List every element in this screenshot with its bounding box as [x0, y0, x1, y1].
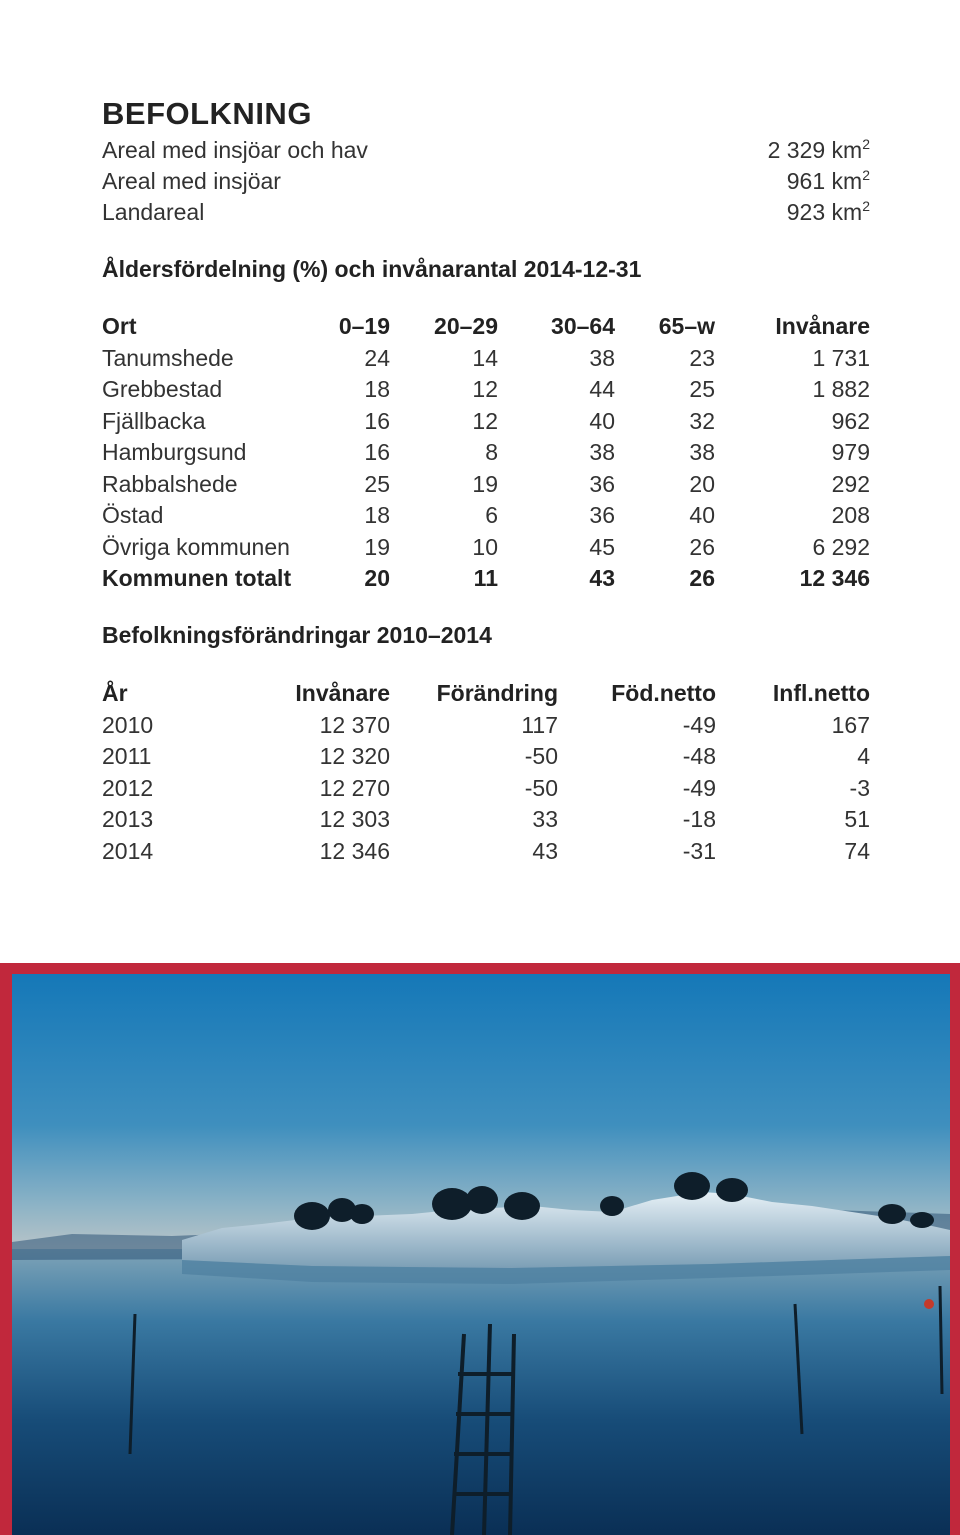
age-distribution-heading: Åldersfördelning (%) och invånarantal 2014-12-31	[102, 256, 642, 282]
column-header: 65–w	[658, 313, 715, 339]
table-cell: 4	[857, 743, 870, 769]
table-cell: 38	[589, 439, 615, 465]
table-cell: 18	[364, 502, 390, 528]
table-cell: 14	[472, 344, 498, 371]
place-name: Östad	[102, 502, 164, 528]
table-cell: 16	[364, 407, 390, 434]
photo-frame	[0, 963, 960, 1535]
table-cell: 10	[472, 533, 498, 560]
table-cell: 23	[689, 344, 715, 371]
table-row	[102, 741, 870, 773]
table-cell: 6	[485, 502, 498, 528]
place-name: Övriga kommunen	[102, 533, 290, 560]
table-cell: 20	[364, 565, 390, 591]
table-row	[102, 710, 870, 742]
column-header: 30–64	[551, 313, 615, 339]
table-cell: -3	[849, 774, 870, 801]
table-cell: 12 303	[319, 806, 390, 832]
column-header: Förändring	[436, 680, 558, 706]
table-cell: 11	[473, 565, 498, 591]
table-cell: 12 270	[319, 774, 390, 801]
area-value: 2 329 $km^2$	[767, 136, 870, 163]
table-cell: 12 370	[319, 711, 390, 738]
area-row-total	[102, 135, 870, 166]
table-cell: -31	[682, 837, 716, 864]
table-cell: 1 731	[812, 344, 870, 371]
table-cell: 12 346	[799, 565, 870, 591]
table-cell: 16	[364, 439, 390, 465]
table-cell: 40	[589, 407, 615, 434]
area-label: Landareal	[102, 199, 205, 225]
table-cell: 26	[689, 565, 715, 591]
table-cell: -50	[524, 774, 558, 801]
table-row	[102, 343, 870, 375]
table-cell: 208	[831, 502, 870, 528]
area-value: 961 $km^2$	[786, 167, 870, 194]
year-cell: 2013	[102, 806, 154, 832]
column-header: År	[102, 680, 128, 706]
table-cell: 19	[364, 533, 390, 560]
table-cell: 20	[689, 470, 715, 497]
table-cell: 43	[532, 837, 558, 864]
table-header-row	[102, 678, 870, 710]
table-cell: 1 882	[812, 376, 870, 402]
table-row	[102, 374, 870, 406]
table-cell: -18	[682, 806, 716, 832]
table-cell: 12	[472, 407, 498, 434]
table-cell: 962	[831, 407, 870, 434]
table-row	[102, 469, 870, 501]
column-header: Ort	[102, 313, 137, 339]
landscape-illustration	[12, 974, 950, 1535]
place-name: Rabbalshede	[102, 470, 238, 497]
table-row	[102, 836, 870, 868]
place-name: Fjällbacka	[102, 407, 206, 434]
table-cell: 12	[472, 376, 498, 402]
area-value: 923 $km^2$	[786, 198, 870, 225]
area-label: Areal med insjöar och hav	[102, 137, 368, 163]
area-row-lakes	[102, 166, 870, 197]
table-cell: 32	[689, 407, 715, 434]
table-cell: -48	[682, 743, 716, 769]
table-row	[102, 500, 870, 532]
table-cell: 117	[521, 711, 558, 738]
table-cell: 19	[472, 470, 498, 497]
table-cell: 38	[689, 439, 715, 465]
column-header: Infl.netto	[772, 680, 870, 706]
year-cell: 2011	[102, 743, 152, 769]
area-row-land	[102, 197, 870, 228]
table-cell: 25	[689, 376, 715, 402]
table-cell: 12 346	[319, 837, 390, 864]
table-cell: 26	[689, 533, 715, 560]
table-row	[102, 804, 870, 836]
table-cell: 8	[485, 439, 498, 465]
table-cell: 979	[831, 439, 870, 465]
table-cell: 12 320	[319, 743, 390, 769]
place-name: Grebbestad	[102, 376, 223, 402]
table-row	[102, 406, 870, 438]
column-header: Invånare	[775, 313, 870, 339]
table-cell: 45	[589, 533, 615, 560]
table-cell: 36	[589, 470, 615, 497]
column-header: Föd.netto	[611, 680, 716, 706]
column-header: Invånare	[295, 680, 390, 706]
table-row	[102, 773, 870, 805]
table-row	[102, 532, 870, 564]
year-cell: 2012	[102, 774, 154, 801]
table-header-row	[102, 311, 870, 343]
population-change-table	[102, 678, 870, 867]
column-header: 0–19	[338, 313, 390, 339]
place-name: Kommunen totalt	[102, 565, 292, 591]
archipelago-photo	[12, 974, 950, 1535]
place-name: Hamburgsund	[102, 439, 247, 465]
table-total-row	[102, 563, 870, 595]
table-cell: 167	[831, 711, 870, 738]
table-cell: 51	[844, 806, 870, 832]
year-cell: 2010	[102, 711, 154, 738]
column-header: 20–29	[434, 313, 498, 339]
table-cell: 40	[689, 502, 715, 528]
place-name: Tanumshede	[102, 344, 234, 371]
table-cell: 292	[831, 470, 870, 497]
table-cell: 74	[844, 837, 870, 864]
table-cell: 44	[589, 376, 615, 402]
age-distribution-table	[102, 311, 870, 595]
area-label: Areal med insjöar	[102, 168, 281, 194]
table-cell: -50	[524, 743, 558, 769]
page-title: BEFOLKNING	[102, 96, 312, 131]
table-cell: -49	[682, 774, 716, 801]
table-cell: -49	[682, 711, 716, 738]
table-cell: 25	[364, 470, 390, 497]
table-cell: 43	[589, 565, 615, 591]
year-cell: 2014	[102, 837, 154, 864]
table-row	[102, 437, 870, 469]
table-cell: 33	[532, 806, 558, 832]
table-cell: 36	[589, 502, 615, 528]
table-cell: 18	[364, 376, 390, 402]
buoy	[924, 1299, 934, 1309]
population-change-heading: Befolkningsförändringar 2010–2014	[102, 622, 492, 648]
table-cell: 6 292	[812, 533, 870, 560]
table-cell: 38	[589, 344, 615, 371]
table-cell: 24	[364, 344, 390, 371]
